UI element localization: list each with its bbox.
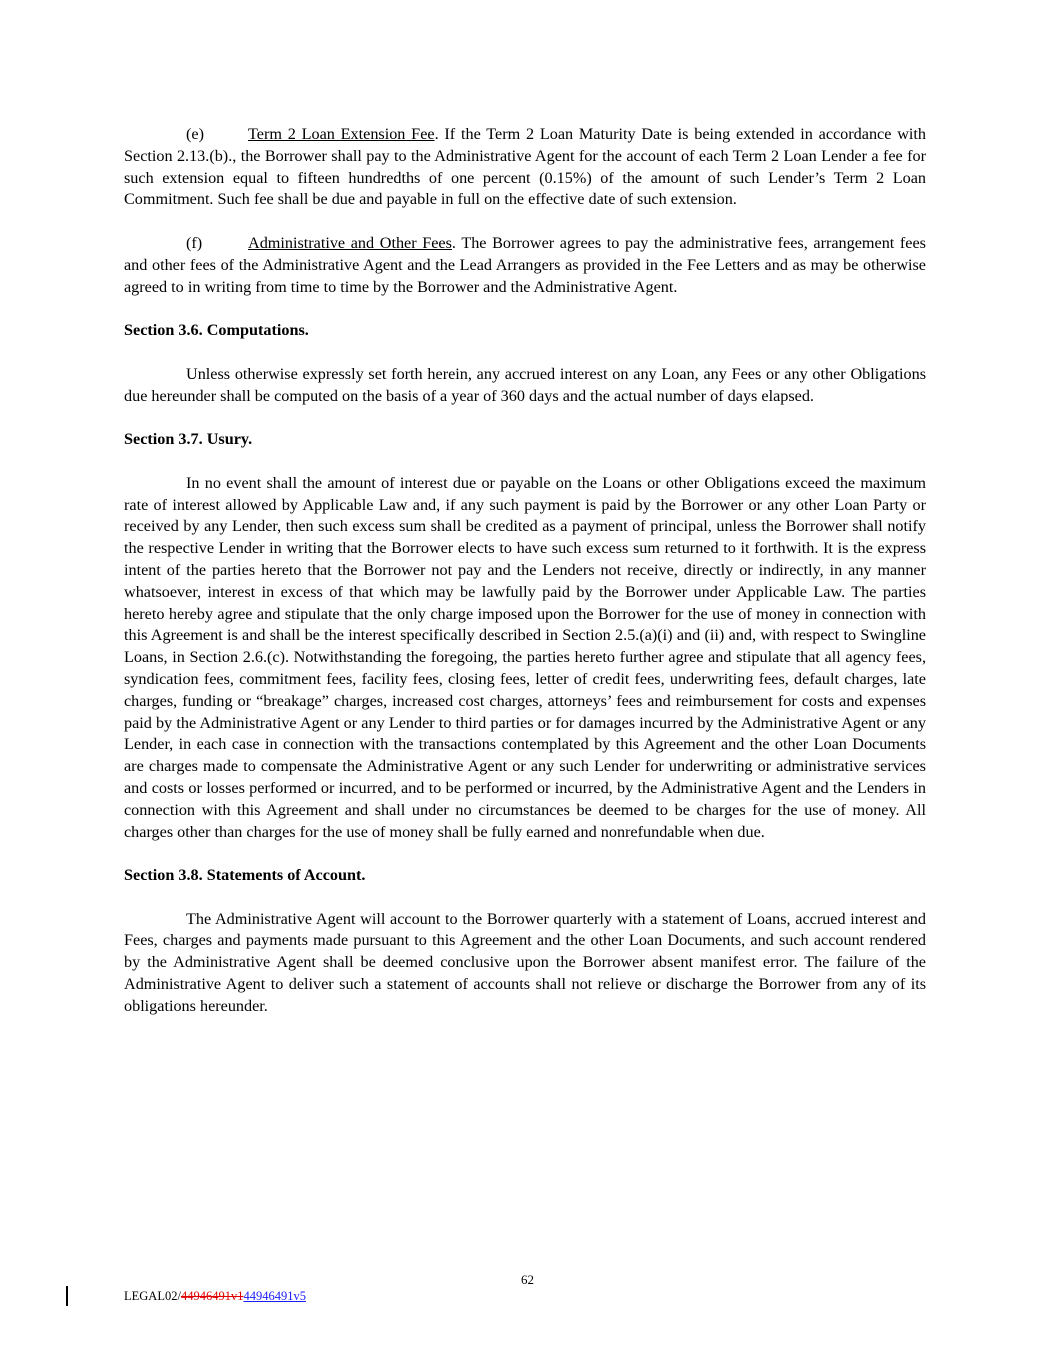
document-id-deleted: 44946491v1 [180, 1289, 244, 1303]
document-id-inserted: 44946491v5 [243, 1289, 306, 1303]
document-id-prefix: LEGAL02/ [124, 1289, 181, 1303]
paragraph-e-text: . If the Term 2 Loan Maturity Date is being extended in accordance with Section 2.13.(b)., the Borrower shall pay to the Administrative Agent for the account of each Term 2 Loan Lender a fee for such extension equal to fifteen hundredths of one percent (0.15%) of the amount of such Lender’s Term 2 Loan Commitment. Such fee shall be due and payable in full on the effective date of such extension. [124, 125, 926, 209]
section-3-8-heading: Section 3.8. Statements of Account. [124, 866, 366, 885]
paragraph-e-number: (e) [186, 125, 204, 143]
paragraph-f-text: . The Borrower agrees to pay the administrative fees, arrangement fees and other fees of the Administrative Agent and the Lead Arrangers as provided in the Fee Letters and as may be otherwise agreed to in writing from time to time by the Borrower and the Administrative Agent. [124, 233, 926, 296]
page-number: 62 [521, 1272, 534, 1287]
paragraph-e-title: Term 2 Loan Extension Fee [248, 125, 435, 143]
section-3-6-heading: Section 3.6. Computations. [124, 321, 309, 340]
revision-change-bar [66, 1286, 68, 1306]
section-3-8-text: The Administrative Agent will account to the Borrower quarterly with a statement of Loans, accrued interest and Fees, charges and payments made pursuant to this Agreement and the other Loan Documents, and such account rendered by the Administrative Agent shall be deemed conclusive upon the Borrower absent manifest error. The failure of the Administrative Agent to deliver such a statement of accounts shall not relieve or discharge the Borrower from any of its obligations hereunder. [124, 909, 926, 1015]
section-3-7-text: In no event shall the amount of interest due or payable on the Loans or other Obligations exceed the maximum rate of interest allowed by Applicable Law and, if any such payment is paid by the Borrower or any other Loan Party or received by any Lender, then such excess sum shall be credited as a payment of principal, unless the Borrower shall notify the respective Lender in writing that the Borrower elects to have such excess sum returned to it forthwith. It is the express intent of the parties hereto that the Borrower not pay and the Lenders not receive, directly or indirectly, in any manner whatsoever, interest in excess of that which may be lawfully paid by the Borrower under Applicable Law. The parties hereto hereby agree and stipulate that the only charge imposed upon the Borrower for the use of money in connection with this Agreement is and shall be the interest specifically described in Section 2.5.(a)(i) and (ii) and, with respect to Swingline Loans, in Section 2.6.(c). Notwithstanding the foregoing, the parties hereto further agree and stipulate that all agency fees, syndication fees, commitment fees, facility fees, closing fees, letter of credit fees, underwriting fees, default charges, late charges, funding or “breakage” charges, increased cost charges, attorneys’ fees and reimbursement for costs and expenses paid by the Administrative Agent or any Lender to third parties or for damages incurred by the Administrative Agent or any Lender, in each case in connection with the transactions contemplated by this Agreement and the other Loan Documents are charges made to compensate the Administrative Agent or any such Lender for underwriting or administrative services and costs or losses performed or incurred, and to be performed or incurred, by the Administrative Agent and the Lenders in connection with this Agreement and shall under no circumstances be deemed to be charges for the use of money. All charges other than charges for the use of money shall be fully earned and nonrefundable when due. [124, 473, 926, 841]
paragraph-e [124, 124, 926, 211]
paragraph-f [124, 233, 926, 298]
paragraph-f-number: (f) [186, 233, 203, 252]
section-3-6-text: Unless otherwise expressly set forth herein, any accrued interest on any Loan, any Fees or any other Obligations due hereunder shall be computed on the basis of a year of 360 days and the actual number of days elapsed. [124, 364, 926, 405]
document-id-footer [124, 1289, 306, 1304]
paragraph-f-title: Administrative and Other Fees [248, 233, 452, 252]
document-body [124, 124, 926, 1018]
section-3-7-heading: Section 3.7. Usury. [124, 430, 253, 449]
